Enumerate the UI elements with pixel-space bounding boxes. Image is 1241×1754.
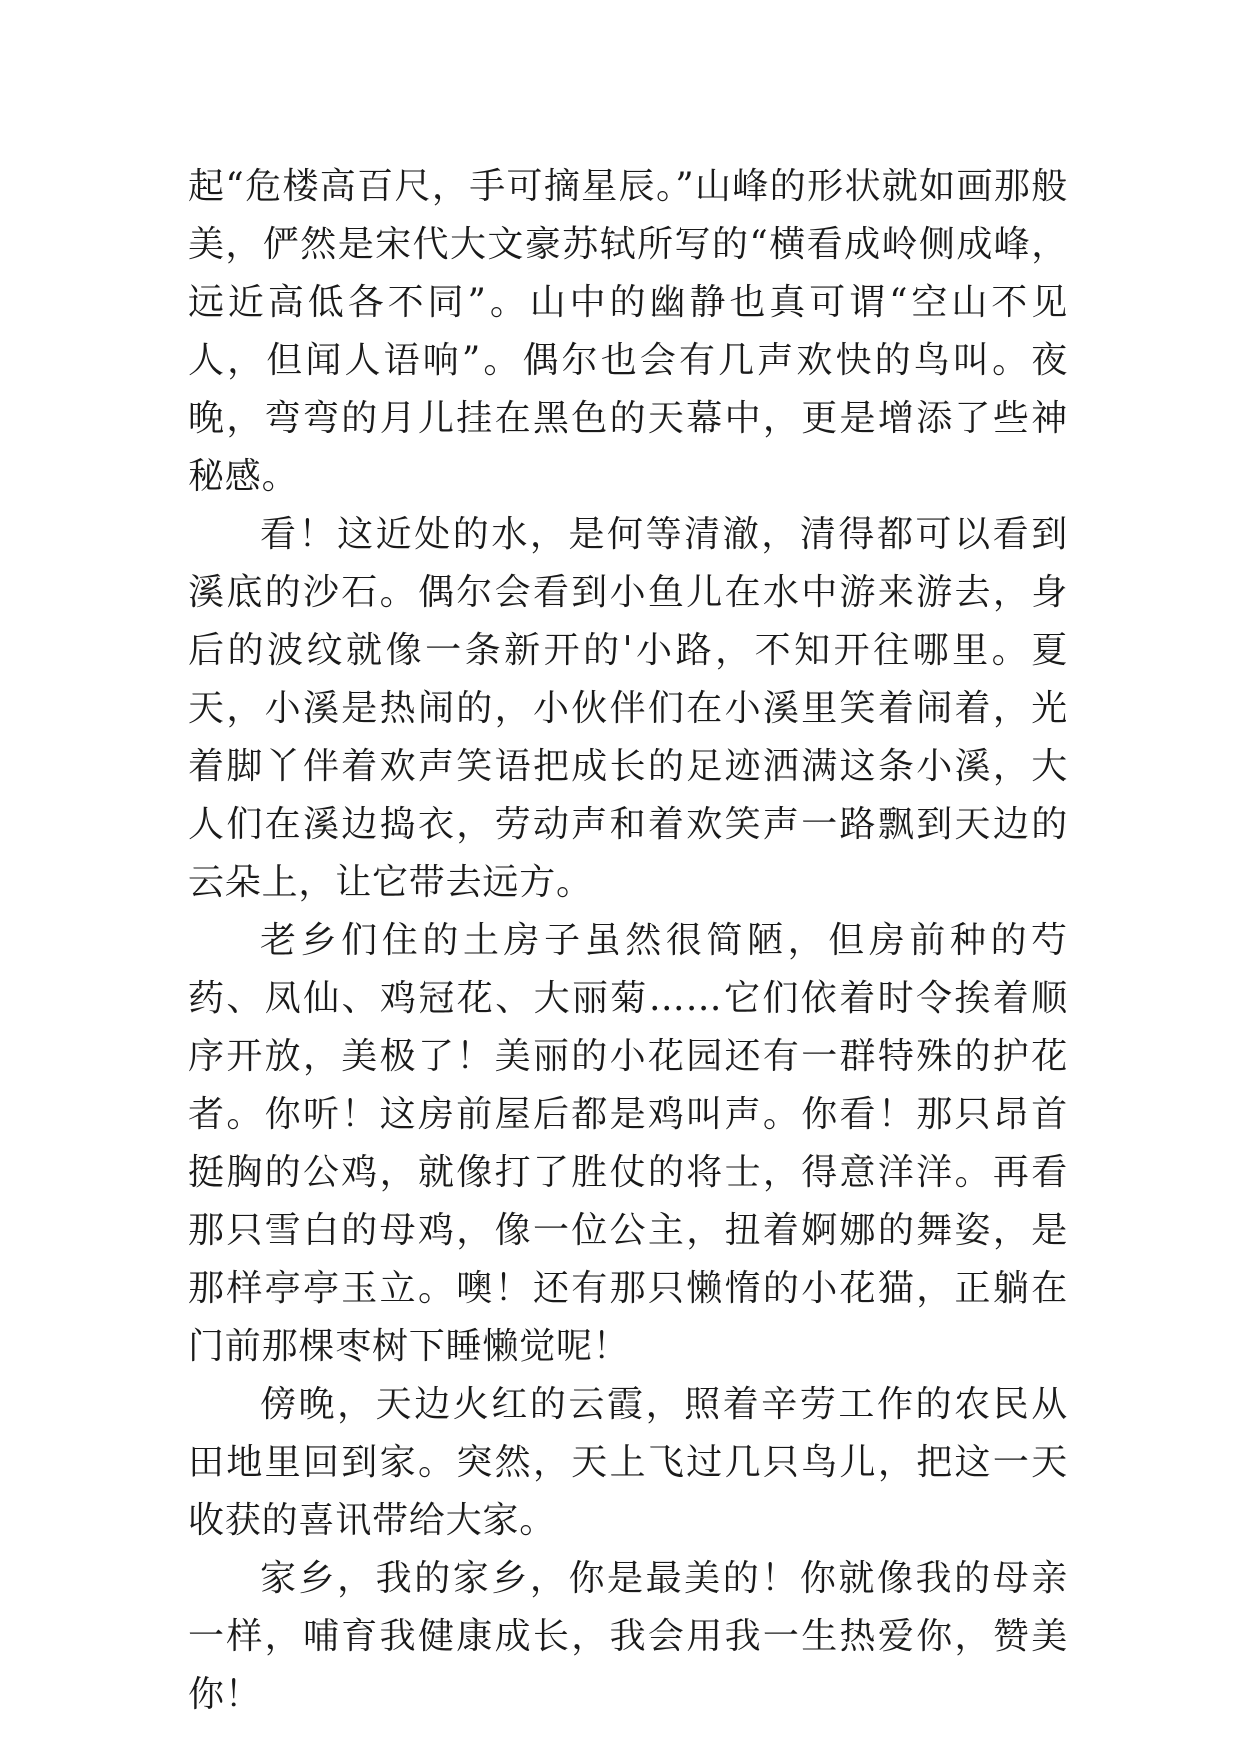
paragraph-conclusion: 家乡，我的家乡，你是最美的！你就像我的母亲一样，哺育我健康成长，我会用我一生热爱你，赞美你！ <box>188 1558 1068 1715</box>
paragraph-evening: 傍晚，天边火红的云霞，照着辛劳工作的农民从田地里回到家。突然，天上飞过几只鸟儿，把这一天收获的喜讯带给大家。 <box>188 1384 1068 1541</box>
paragraph-garden: 老乡们住的土房子虽然很简陋，但房前种的芍药、凤仙、鸡冠花、大丽菊……它们依着时令挨着顺序开放，美极了！美丽的小花园还有一群特殊的护花者。你听！这房前屋后都是鸡叫声。你看！那只昂首挺胸的公鸡，就像打了胜仗的将士，得意洋洋。再看那只雪白的母鸡，像一位公主，扭着婀娜的舞姿，是那样亭亭玉立。噢！还有那只懒惰的小花猫，正躺在门前那棵枣树下睡懒觉呢！ <box>188 920 1068 1367</box>
paragraph-stream: 看！这近处的水，是何等清澈，清得都可以看到溪底的沙石。偶尔会看到小鱼儿在水中游来游去，身后的波纹就像一条新开的'小路，不知开往哪里。夏天，小溪是热闹的，小伙伴们在小溪里笑着闹着，光着脚丫伴着欢声笑语把成长的足迹洒满这条小溪，大人们在溪边捣衣，劳动声和着欢笑声一路飘到天边的云朵上，让它带去远方。 <box>188 514 1068 903</box>
paragraph-continuation: 起“危楼高百尺，手可摘星辰。”山峰的形状就如画那般美，俨然是宋代大文豪苏轼所写的“横看成岭侧成峰，远近高低各不同”。山中的幽静也真可谓“空山不见人，但闻人语响”。偶尔也会有几声欢快的鸟叫。夜晚，弯弯的月儿挂在黑色的天幕中，更是增添了些神秘感。 <box>188 166 1068 497</box>
document-body <box>188 158 1068 1724</box>
